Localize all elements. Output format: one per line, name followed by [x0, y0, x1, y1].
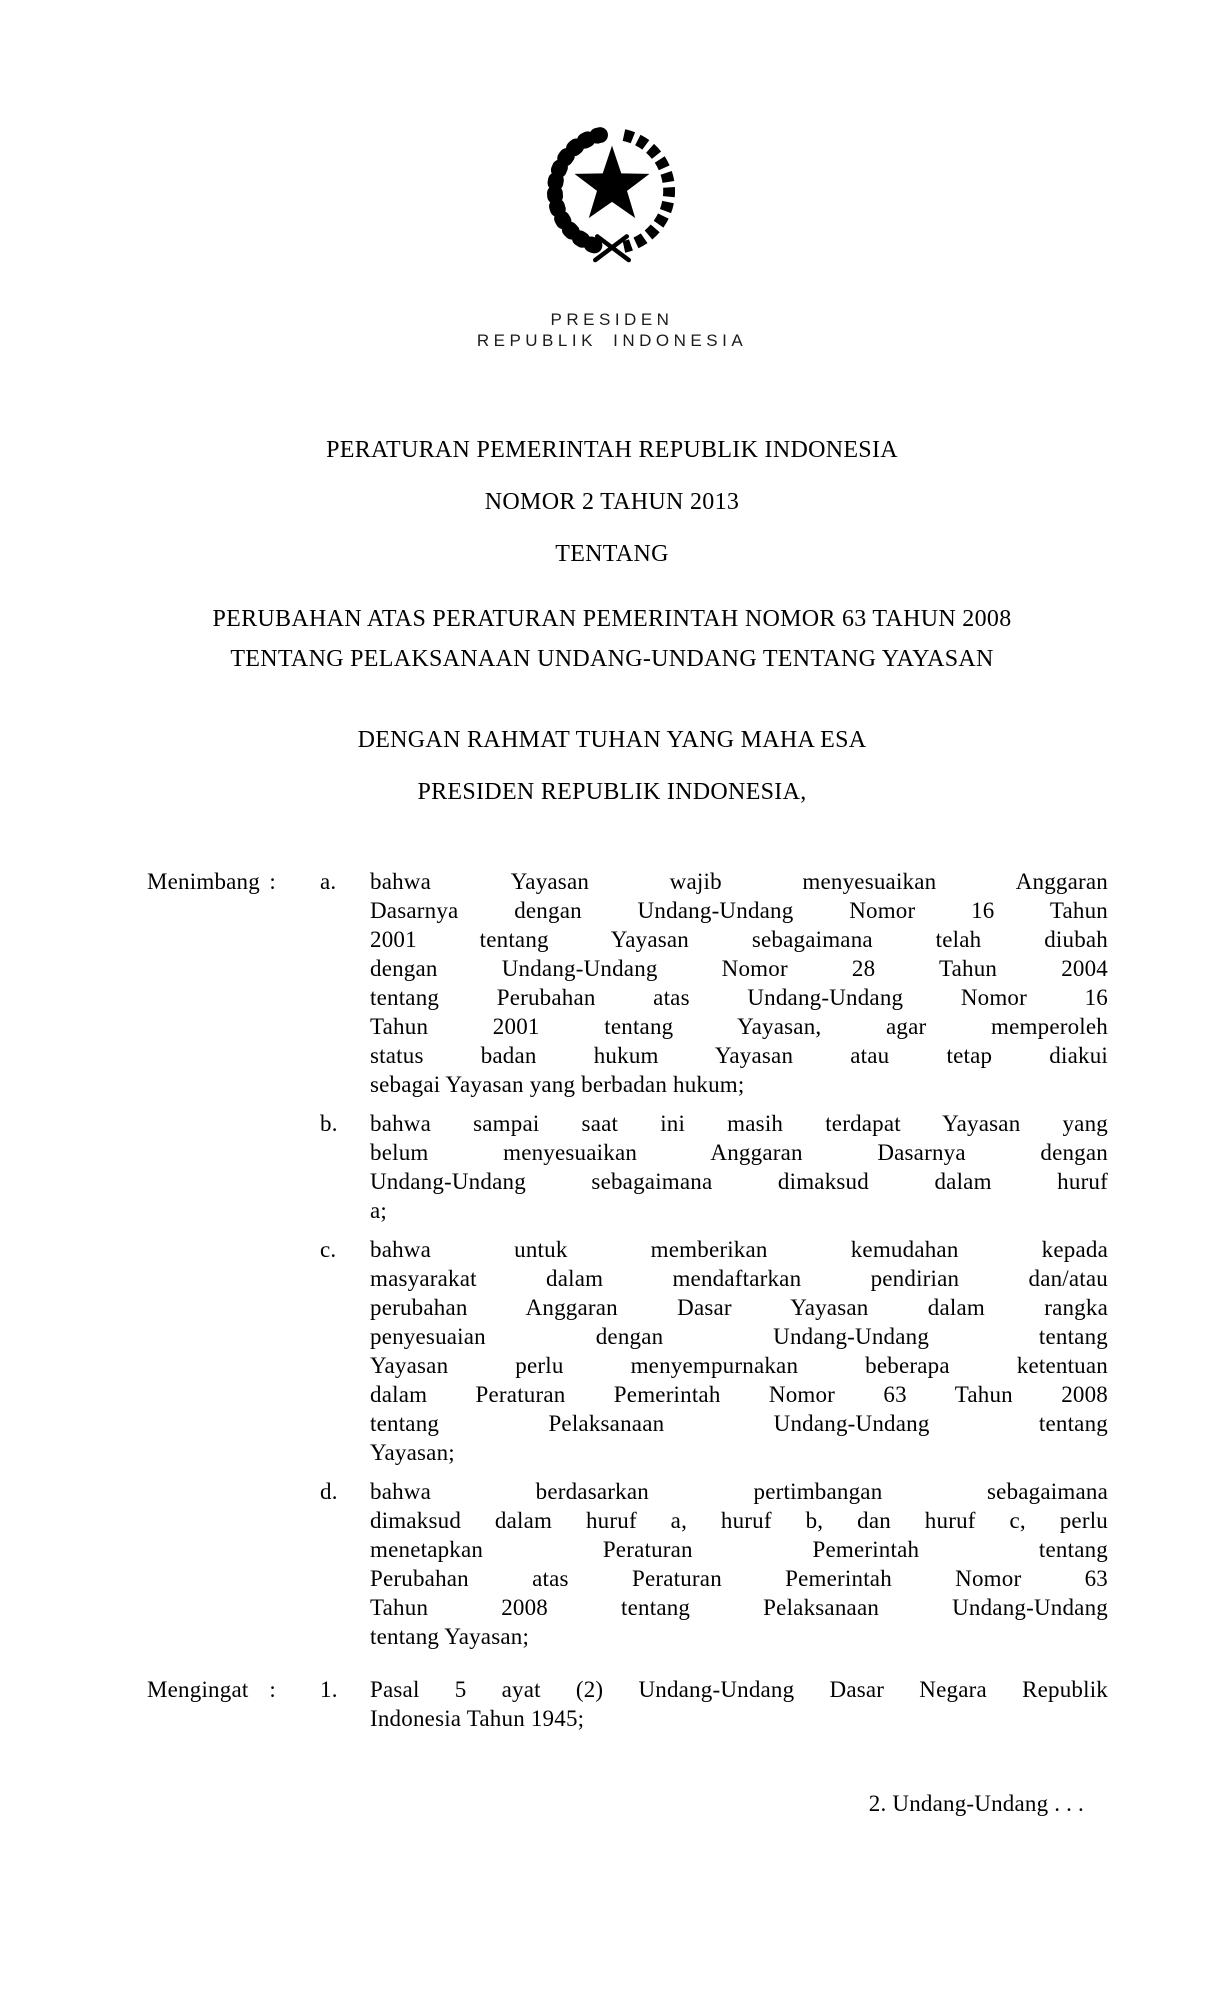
- item-marker: d.: [320, 1479, 338, 1504]
- emblem-wreath-left: [555, 135, 600, 247]
- considering-item-b: [320, 1109, 1108, 1225]
- text-line: 2001 tentang Yayasan sebagaimana telah diubah: [370, 927, 1108, 952]
- recalling-label-cell: [147, 1675, 320, 1704]
- item-text: [370, 867, 1108, 1099]
- recalling-section: [147, 1675, 1108, 1733]
- text-line: Indonesia Tahun 1945;: [370, 1706, 585, 1731]
- emblem-star: [575, 146, 650, 218]
- recalling-item-1: [320, 1675, 1108, 1733]
- considering-item-a: [320, 867, 1108, 1099]
- text-line: belum menyesuaikan Anggaran Dasarnya dengan: [370, 1140, 1108, 1165]
- text-line: dimaksud dalam huruf a, huruf b, dan huruf c, perlu: [370, 1508, 1108, 1533]
- presidential-emblem: [0, 116, 1224, 271]
- text-line: Perubahan atas Peraturan Pemerintah Nomor 63: [370, 1566, 1108, 1591]
- agency-header: [0, 309, 1224, 351]
- text-line: masyarakat dalam mendaftarkan pendirian dan/atau: [370, 1266, 1108, 1291]
- title-line-number: NOMOR 2 TAHUN 2013: [484, 489, 740, 515]
- text-line: sebagai Yayasan yang berbadan hukum;: [370, 1072, 745, 1097]
- text-line: menetapkan Peraturan Pemerintah tentang: [370, 1537, 1108, 1562]
- text-line: tentang Perubahan atas Undang-Undang Nomor 16: [370, 985, 1108, 1010]
- page-catchword: 2. Undang-Undang . . .: [868, 1791, 1084, 1816]
- presiden-label: PRESIDEN: [550, 310, 674, 329]
- text-line: Yayasan;: [370, 1440, 455, 1465]
- considering-items: [320, 867, 1108, 1651]
- text-line: Dasarnya dengan Undang-Undang Nomor 16 Tahun: [370, 898, 1108, 923]
- item-marker: 1.: [320, 1677, 338, 1702]
- item-text: [370, 1235, 1108, 1467]
- recalling-colon: :: [269, 1677, 276, 1702]
- text-line: dengan Undang-Undang Nomor 28 Tahun 2004: [370, 956, 1108, 981]
- considering-item-c: [320, 1235, 1108, 1467]
- considering-item-d: [320, 1477, 1108, 1651]
- considering-label-cell: [147, 867, 320, 896]
- text-line: bahwa Yayasan wajib menyesuaikan Anggaran: [370, 869, 1108, 894]
- text-line: bahwa berdasarkan pertimbangan sebagaimana: [370, 1479, 1108, 1504]
- considering-colon: :: [269, 869, 276, 894]
- title-line-subject-1: PERUBAHAN ATAS PERATURAN PEMERINTAH NOMOR 63 TAHUN 2008: [212, 606, 1012, 632]
- text-line: tentang Pelaksanaan Undang-Undang tentang: [370, 1411, 1108, 1436]
- republik-indonesia-label: REPUBLIK INDONESIA: [476, 331, 748, 350]
- text-line: Tahun 2008 tentang Pelaksanaan Undang-Undang: [370, 1595, 1108, 1620]
- item-marker: c.: [320, 1237, 337, 1262]
- item-text: [370, 1675, 1108, 1733]
- text-line: dalam Peraturan Pemerintah Nomor 63 Tahun 2008: [370, 1382, 1108, 1407]
- text-line: a;: [370, 1198, 387, 1223]
- item-text: [370, 1109, 1108, 1225]
- text-line: tentang Yayasan;: [370, 1624, 530, 1649]
- text-line: status badan hukum Yayasan atau tetap diakui: [370, 1043, 1108, 1068]
- text-line: Yayasan perlu menyempurnakan beberapa ketentuan: [370, 1353, 1108, 1378]
- invocation-line: DENGAN RAHMAT TUHAN YANG MAHA ESA: [357, 727, 867, 753]
- regulation-title: [0, 437, 1224, 679]
- considering-section: [147, 867, 1108, 1651]
- star-wreath-emblem-icon: [532, 116, 692, 266]
- emblem-wreath-right: [624, 135, 669, 247]
- text-line: Pasal 5 ayat (2) Undang-Undang Dasar Negara Republik: [370, 1677, 1108, 1702]
- text-line: Tahun 2001 tentang Yayasan, agar memperoleh: [370, 1014, 1108, 1039]
- recalling-label: Mengingat: [147, 1677, 249, 1702]
- item-marker: b.: [320, 1111, 338, 1136]
- title-line-tentang: TENTANG: [555, 541, 669, 567]
- text-line: penyesuaian dengan Undang-Undang tentang: [370, 1324, 1108, 1349]
- considering-label: Menimbang: [147, 869, 260, 894]
- title-line-regulation: PERATURAN PEMERINTAH REPUBLIK INDONESIA: [326, 437, 898, 463]
- recalling-items: [320, 1675, 1108, 1733]
- text-line: bahwa sampai saat ini masih terdapat Yayasan yang: [370, 1111, 1108, 1136]
- item-text: [370, 1477, 1108, 1651]
- text-line: bahwa untuk memberikan kemudahan kepada: [370, 1237, 1108, 1262]
- authority-line: PRESIDEN REPUBLIK INDONESIA,: [417, 779, 807, 805]
- text-line: perubahan Anggaran Dasar Yayasan dalam rangka: [370, 1295, 1108, 1320]
- title-line-subject-2: TENTANG PELAKSANAAN UNDANG-UNDANG TENTANG YAYASAN: [230, 646, 994, 672]
- text-line: Undang-Undang sebagaimana dimaksud dalam huruf: [370, 1169, 1108, 1194]
- item-marker: a.: [320, 869, 337, 894]
